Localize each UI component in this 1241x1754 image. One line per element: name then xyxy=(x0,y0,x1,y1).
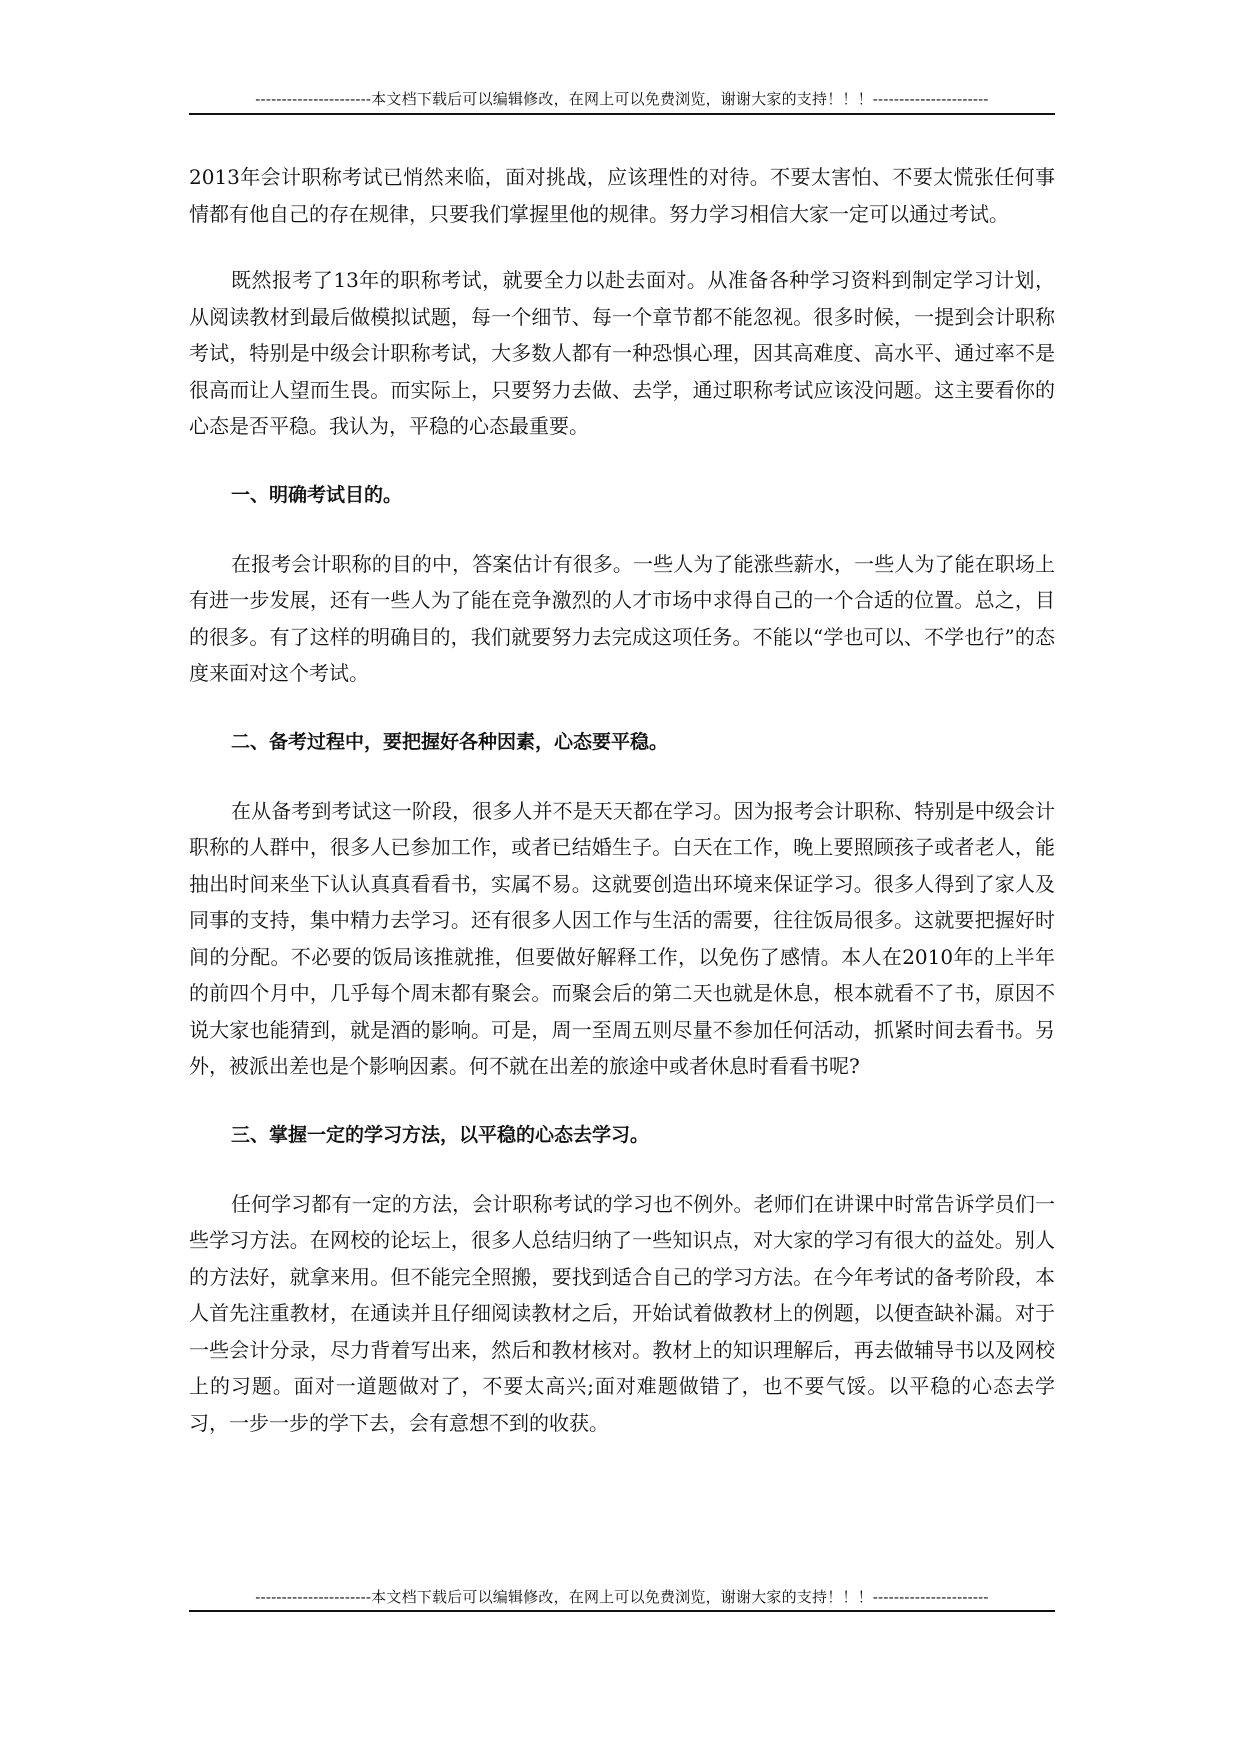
paragraph-purpose: 在报考会计职称的目的中，答案估计有很多。一些人为了能涨些薪水，一些人为了能在职场上有进一步发展，还有一些人为了能在竞争激烈的人才市场中求得自己的一个合适的位置。总之，目的很多。有了这样的明确目的，我们就要努力去完成这项任务。不能以“学也可以、不学也行”的态度来面对这个考试。 xyxy=(189,551,1055,685)
section-heading-1: 一、明确考试目的。 xyxy=(231,483,403,506)
paragraph-methods: 任何学习都有一定的方法，会计职称考试的学习也不例外。老师们在讲课中时常告诉学员们一些学习方法。在网校的论坛上，很多人总结归纳了一些知识点，对大家的学习有很大的益处。别人的方法好，就拿来用。但不能完全照搬，要找到适合自己的学习方法。在今年考试的备考阶段，本人首先注重教材，在通读并且仔细阅读教材之后，开始试着做教材上的例题，以便查缺补漏。对于一些会计分录，尽力背着写出来，然后和教材核对。教材上的知识理解后，再去做辅导书以及网校上的习题。面对一道题做对了，不要太高兴;面对难题做错了，也不要气馁。以平稳的心态去学习，一步一步的学下去，会有意想不到的收获。 xyxy=(189,1191,1055,1435)
section-heading-3: 三、掌握一定的学习方法，以平稳的心态去学习。 xyxy=(231,1123,650,1146)
paragraph-mindset: 既然报考了13年的职称考试，就要全力以赴去面对。从准备各种学习资料到制定学习计划，从阅读教材到最后做模拟试题，每一个细节、每一个章节都不能忽视。很多时候，一提到会计职称考试，特别是中级会计职称考试，大多数人都有一种恐惧心理，因其高难度、高水平、通过率不是很高而让人望而生畏。而实际上，只要努力去做、去学，通过职称考试应该没问题。这主要看你的心态是否平稳。我认为，平稳的心态最重要。 xyxy=(189,268,1055,438)
article-body xyxy=(189,159,1055,1441)
footer-rule xyxy=(189,1610,1055,1612)
footer-banner: ----------------------本文档下载后可以编辑修改，在网上可以免费浏览，谢谢大家的支持！！！---------------------- xyxy=(255,1588,989,1606)
section-heading-2: 二、备考过程中，要把握好各种因素，心态要平稳。 xyxy=(231,730,669,753)
paragraph-preparation: 在从备考到考试这一阶段，很多人并不是天天都在学习。因为报考会计职称、特别是中级会计职称的人群中，很多人已参加工作，或者已结婚生子。白天在工作，晚上要照顾孩子或者老人，能抽出时间来坐下认认真真看看书，实属不易。这就要创造出环境来保证学习。很多人得到了家人及同事的支持，集中精力去学习。还有很多人因工作与生活的需要，往往饭局很多。这就要把握好时间的分配。不必要的饭局该推就推，但要做好解释工作，以免伤了感情。本人在2010年的上半年的前四个月中，几乎每个周末都有聚会。而聚会后的第二天也就是休息，根本就看不了书，原因不说大家也能猜到，就是酒的影响。可是，周一至周五则尽量不参加任何活动，抓紧时间去看书。另外，被派出差也是个影响因素。何不就在出差的旅途中或者休息时看看书呢? xyxy=(189,798,1055,1078)
header-banner: ----------------------本文档下载后可以编辑修改，在网上可以免费浏览，谢谢大家的支持！！！---------------------- xyxy=(255,90,989,108)
intro-paragraph: 2013年会计职称考试已悄然来临，面对挑战，应该理性的对待。不要太害怕、不要太慌张任何事情都有他自己的存在规律，只要我们掌握里他的规律。努力学习相信大家一定可以通过考试。 xyxy=(189,165,1055,226)
header-rule xyxy=(189,113,1055,115)
